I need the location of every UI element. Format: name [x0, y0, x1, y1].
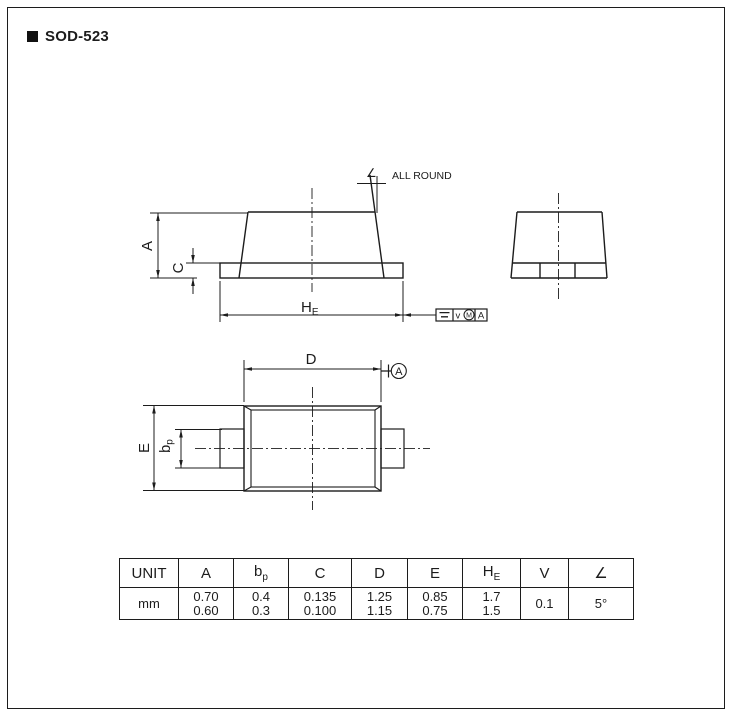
- dim-label-HE: H: [301, 299, 312, 316]
- side-view: [139, 166, 487, 322]
- dim-label-D: D: [305, 351, 317, 368]
- angle-symbol-icon: ∠: [366, 166, 377, 180]
- cell-unit: mm: [120, 588, 179, 620]
- header-C: C: [289, 559, 352, 588]
- table-header-row: [120, 559, 634, 588]
- dimension-C: [170, 248, 220, 294]
- mmc-modifier-letter: M: [466, 312, 472, 320]
- svg-text:bp: [158, 439, 176, 453]
- header-HE: $H_E$: [463, 559, 521, 588]
- svg-text:HE: [301, 299, 319, 318]
- top-view: [136, 351, 430, 510]
- cell-angle: 5°: [569, 588, 634, 620]
- header-E: E: [408, 559, 463, 588]
- header-V: V: [521, 559, 569, 588]
- dim-label-HE-sub: E: [311, 307, 319, 318]
- cell-D: 1.25 1.15: [352, 588, 408, 620]
- tolerance-datum-ref: A: [477, 310, 485, 322]
- table-data-row: [120, 588, 634, 620]
- cell-C: 0.135 0.100: [289, 588, 352, 620]
- datum-a-letter: A: [395, 366, 403, 379]
- datum-a-icon: [381, 364, 406, 379]
- cell-V: 0.1: [521, 588, 569, 620]
- dim-label-C: C: [170, 262, 187, 274]
- end-body-outline: [511, 212, 607, 278]
- dimension-A: [139, 213, 248, 278]
- dimension-table: [119, 558, 634, 620]
- all-round-label: ALL ROUND: [392, 170, 452, 182]
- header-A: A: [179, 559, 234, 588]
- dimension-E: [136, 406, 244, 491]
- lead-flange: [220, 263, 403, 278]
- header-bp: $b_p$: [234, 559, 289, 588]
- symmetry-symbol-icon: [440, 313, 450, 317]
- dim-label-bp: b: [158, 444, 174, 453]
- dim-label-E: E: [136, 442, 153, 454]
- header-angle: ∠: [569, 559, 634, 588]
- cell-E: 0.85 0.75: [408, 588, 463, 620]
- dimension-bp: [158, 430, 222, 469]
- package-name: SOD-523: [45, 28, 109, 45]
- end-view: [511, 193, 607, 300]
- cell-bp: 0.4 0.3: [234, 588, 289, 620]
- dim-label-bp-sub: p: [164, 439, 176, 445]
- tolerance-frame: [403, 309, 487, 322]
- tolerance-value-label: v: [455, 310, 461, 322]
- header-unit: UNIT: [120, 559, 179, 588]
- cell-HE: 1.7 1.5: [463, 588, 521, 620]
- dimension-HE: [220, 281, 403, 322]
- cell-A: 0.70 0.60: [179, 588, 234, 620]
- dim-label-A: A: [139, 240, 156, 252]
- header-D: D: [352, 559, 408, 588]
